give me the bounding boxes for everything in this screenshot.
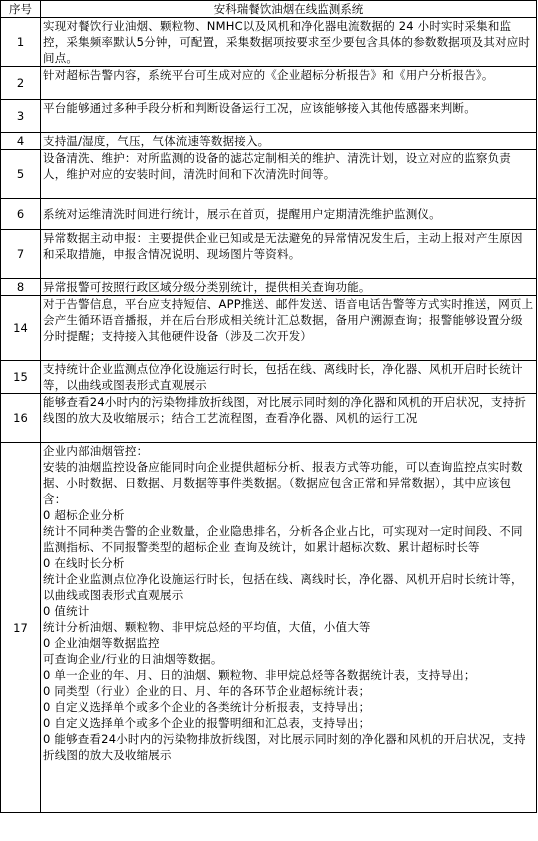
row-number: 3 bbox=[1, 100, 41, 133]
table-row bbox=[1, 150, 537, 199]
row-description: 异常报警可按照行政区域分级分类别统计，提供相关查询功能。 bbox=[41, 279, 537, 296]
row-number: 15 bbox=[1, 361, 41, 394]
table-row bbox=[1, 133, 537, 150]
row-description: 系统对运维清洗时间进行统计，展示在首页，提醒用户定期清洗维护监测仪。 bbox=[41, 199, 537, 230]
row-description: 设备清洗、维护：对所监测的设备的滤芯定制相关的维护、清洗计划，设立对应的监察负责人，维护对应的安装时间，清洗时间和下次清洗时间等。 bbox=[41, 150, 537, 199]
table-row bbox=[1, 18, 537, 67]
table-row bbox=[1, 100, 537, 133]
row-description: 针对超标告警内容，系统平台可生成对应的《企业超标分析报告》和《用户分析报告》。 bbox=[41, 67, 537, 100]
header-title: 安科瑞餐饮油烟在线监测系统 bbox=[41, 1, 537, 18]
row-description: 平台能够通过多种手段分析和判断设备运行工况，应该能够接入其他传感器来判断。 bbox=[41, 100, 537, 133]
table-row bbox=[1, 230, 537, 279]
header-no: 序号 bbox=[1, 1, 41, 18]
row-number: 5 bbox=[1, 150, 41, 199]
row-number: 8 bbox=[1, 279, 41, 296]
table-row bbox=[1, 361, 537, 394]
row-number: 14 bbox=[1, 296, 41, 361]
row-description: 能够查看24小时内的污染物排放折线图，对比展示同时刻的净化器和风机的开启状况，支持折线图的放大及收缩展示；结合工艺流程图，查看净化器、风机的运行工况 bbox=[41, 394, 537, 443]
table-row bbox=[1, 67, 537, 100]
table-header-row bbox=[1, 1, 537, 18]
table-row bbox=[1, 199, 537, 230]
row-number: 16 bbox=[1, 394, 41, 443]
row-description: 异常数据主动申报：主要提供企业已知或是无法避免的异常情况发生后，主动上报对产生原因和采取措施，申报含情况说明、现场图片等资料。 bbox=[41, 230, 537, 279]
row-number: 1 bbox=[1, 18, 41, 67]
row-number: 4 bbox=[1, 133, 41, 150]
row-description: 对于告警信息，平台应支持短信、APP推送、邮件发送、语音电话告警等方式实时推送，网页上会产生循环语音播报，并在后台形成相关统计汇总数据，备用户溯源查询；报警能够设置分级分时提醒；支持接入其他硬件设备（涉及二次开发） bbox=[41, 296, 537, 361]
row-description: 支持温/湿度，气压，气体流速等数据接入。 bbox=[41, 133, 537, 150]
table-row bbox=[1, 443, 537, 813]
table-row bbox=[1, 279, 537, 296]
row-description: 实现对餐饮行业油烟、颗粒物、NMHC以及风机和净化器电流数据的 24 小时实时采集和监控，采集频率默认5分钟，可配置，采集数据项按要求至少要包含具体的参数数据项及其对应时间点。 bbox=[41, 18, 537, 67]
table-row bbox=[1, 394, 537, 443]
row-number: 17 bbox=[1, 443, 41, 813]
row-description: 支持统计企业监测点位净化设施运行时长，包括在线、离线时长，净化器、风机开启时长统计等，以曲线或图表形式直观展示 bbox=[41, 361, 537, 394]
row-number: 6 bbox=[1, 199, 41, 230]
table-row bbox=[1, 296, 537, 361]
row-description: 企业内部油烟管控： 安装的油烟监控设备应能同时向企业提供超标分析、报表方式等功能，可以查询监控点实时数据、小时数据、日数据、月数据等事件类数据。（数据应包含正常和异常数据），其中应该包含： 0 超标企业分析 统计不同种类告警的企业数量，企业隐患排名，分析各企业占比，可实现对一定时间段、不同监测指标、不同报警类型的超标企业 查询及统计，如累计超标次数、累计超标时长等 0 在线时长分析 统计企业监测点位净化设施运行时长，包括在线、离线时长，净化器、风机开启时长统计等，以曲线或图表形式直观展示 0 值统计 统计分析油烟、颗粒物、非甲烷总烃的平均值，大值，小值大等 0 企业油烟等数据监控 可查询企业/行业的日油烟等数据。 0 单一企业的年、月、日的油烟、颗粒物、非甲烷总烃等各数据统计表，支持导出； 0 同类型（行业）企业的日、月、年的各环节企业超标统计表； 0 自定义选择单个或多个企业的各类统计分析报表，支持导出； 0 自定义选择单个或多个企业的报警明细和汇总表，支持导出； 0 能够查看24小时内的污染物排放折线图，对比展示同时刻的净化器和风机的开启状况，支持折线图的放大及收缩展示 bbox=[41, 443, 537, 813]
row-number: 7 bbox=[1, 230, 41, 279]
row-number: 2 bbox=[1, 67, 41, 100]
